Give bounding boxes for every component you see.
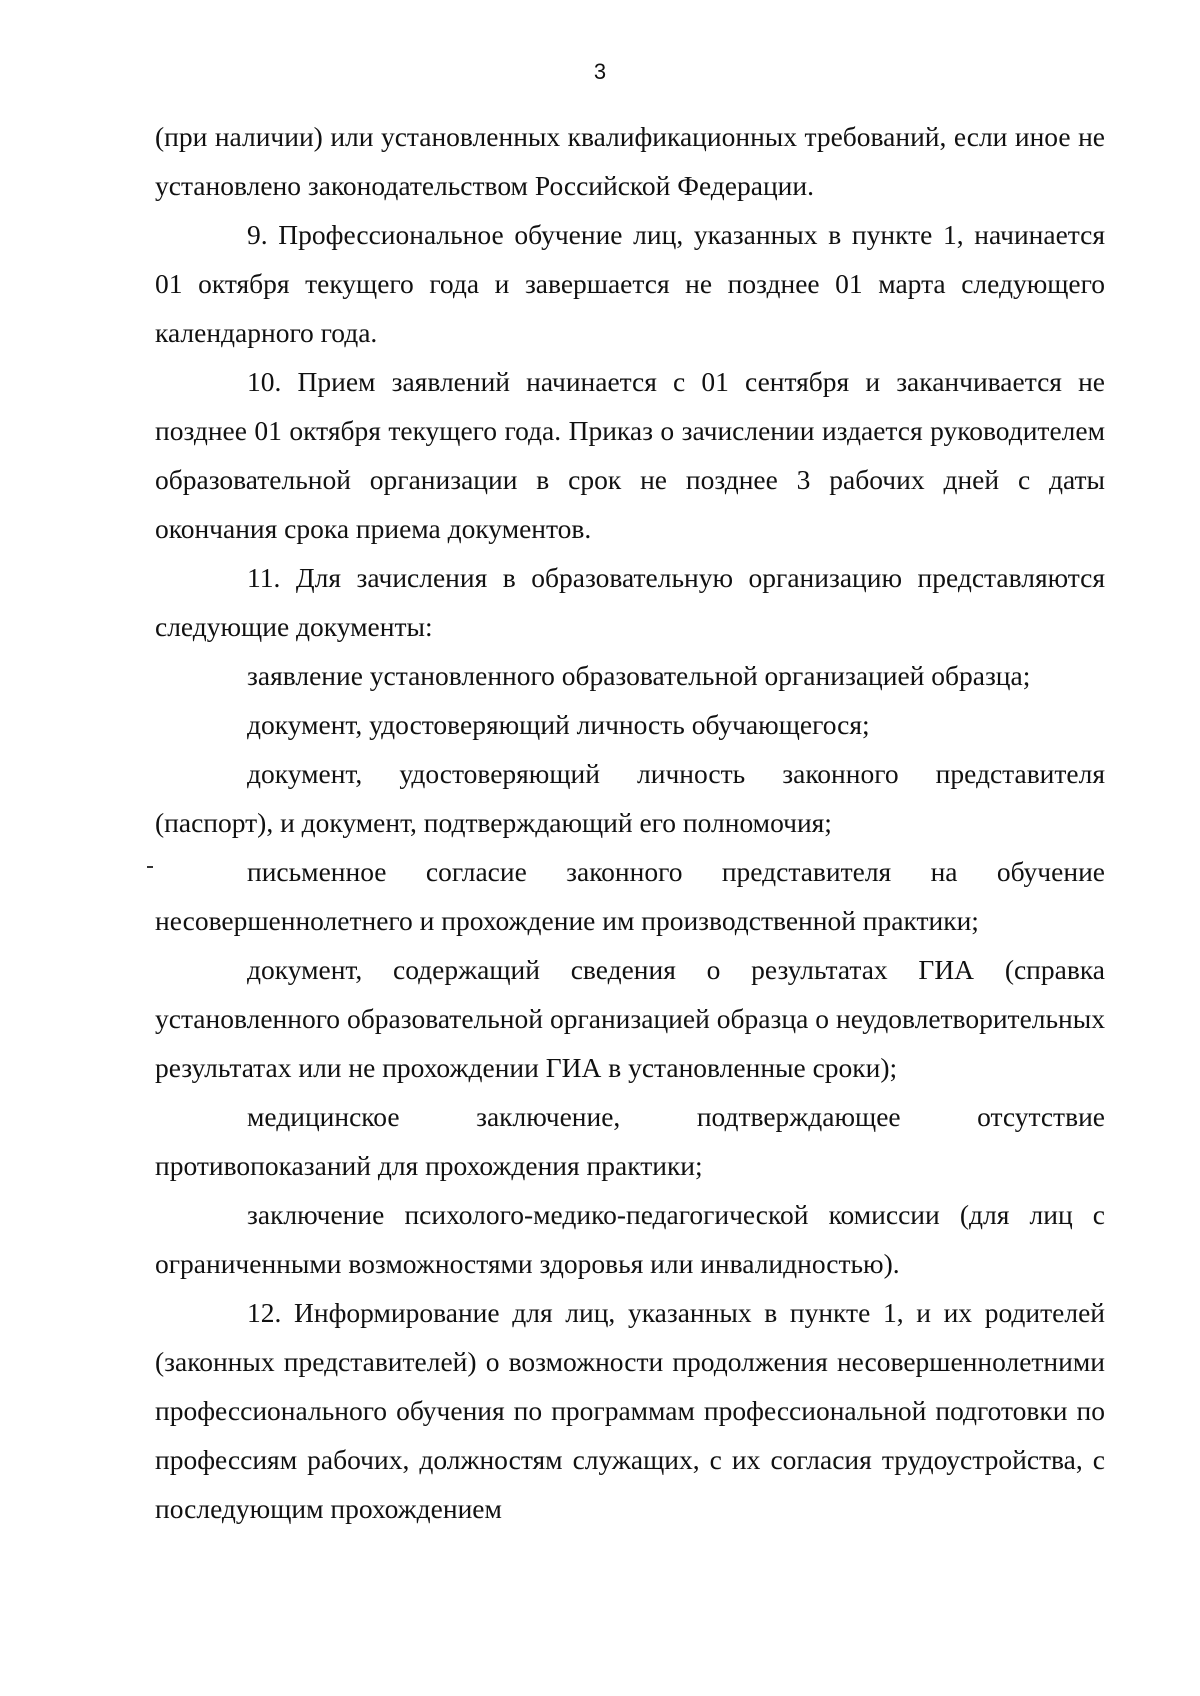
page-number: 3 [593,59,607,84]
paragraph-10: 10. Прием заявлений начинается с 01 сентября и заканчивается не позднее 01 октября текущего года. Приказ о зачислении издается руководителем образовательной организации в срок не позднее 3 рабочих дней с даты окончания срока приема документов. [155,366,1105,544]
document-body [155,112,1105,1533]
paragraph-11: 11. Для зачисления в образовательную организацию представляются следующие документы: [155,562,1105,642]
list-item-representative-id: документ, удостоверяющий личность законного представителя (паспорт), и документ, подтверждающий его полномочия; [155,758,1105,838]
margin-mark [147,866,153,868]
list-item-medical-report: медицинское заключение, подтверждающее отсутствие противопоказаний для прохождения практики; [155,1101,1105,1181]
list-item-written-consent: письменное согласие законного представителя на обучение несовершеннолетнего и прохождение им производственной практики; [155,856,1105,936]
paragraph-continuation: (при наличии) или установленных квалификационных требований, если иное не установлено законодательством Российской Федерации. [155,121,1105,201]
list-item-gia-results: документ, содержащий сведения о результатах ГИА (справка установленного образовательной организацией образца о неудовлетворительных результатах или не прохождении ГИА в установленные сроки); [155,954,1105,1083]
list-item-student-id: документ, удостоверяющий личность обучающегося; [247,709,870,740]
paragraph-9: 9. Профессиональное обучение лиц, указанных в пункте 1, начинается 01 октября текущего года и завершается не позднее 01 марта следующего календарного года. [155,219,1105,348]
paragraph-12: 12. Информирование для лиц, указанных в пункте 1, и их родителей (законных представителей) о возможности продолжения несовершеннолетними профессионального обучения по программам профессиональной подготовки по профессиям рабочих, должностям служащих, с их согласия трудоустройства, с последующим прохождением [155,1297,1105,1524]
list-item-application: заявление установленного образовательной организацией образца; [247,660,1031,691]
list-item-pmpk-report: заключение психолого-медико-педагогической комиссии (для лиц с ограниченными возможностями здоровья или инвалидностью). [155,1199,1105,1279]
